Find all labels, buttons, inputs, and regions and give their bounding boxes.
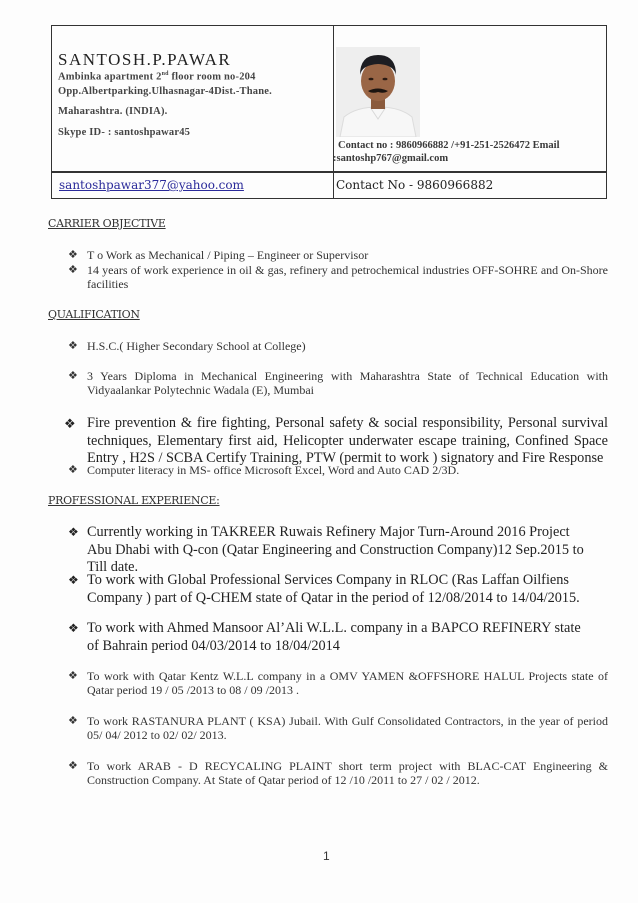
email-link[interactable]: santoshpawar377@yahoo.com <box>59 178 244 192</box>
bullet-diamond-icon: ❖ <box>68 249 78 261</box>
contact-phone-line: Contact no : 9860966882 /+91-251-2526472 Email <box>338 140 560 151</box>
bullet-diamond-icon: ❖ <box>68 464 78 476</box>
contact-number: Contact No - 9860966882 <box>336 178 494 192</box>
bullet-diamond-icon: ❖ <box>68 715 78 727</box>
qualification-item: ❖ Fire prevention & fire fighting, Personal safety & social responsibility, Personal survival techniques, Elementary first aid, Helicopter underwater escape training, Confined Space Entry , H2S / SCBA Certify Training, PTW (permit to work ) signatory and Fire Response <box>64 415 608 466</box>
email-cell <box>52 173 334 199</box>
experience-item: ❖ To work ARAB - D RECYCALING PLAINT short term project with BLAC-CAT Engineering & Construction Company. At State of Qatar period of 12 /10 /2011 to 27 / 02 / 2012. <box>68 759 608 787</box>
qualification-item: ❖ 3 Years Diploma in Mechanical Engineering with Maharashtra State of Technical Education with Vidyaalankar Polytechnic Wadala (E), Mumbai <box>68 369 608 397</box>
qualification-item: ❖ Computer literacy in MS- office Microsoft Excel, Word and Auto CAD 2/3D. <box>68 463 460 477</box>
objective-item: ❖ T o Work as Mechanical / Piping – Engineer or Supervisor <box>68 248 369 262</box>
objective-item: ❖ 14 years of work experience in oil & gas, refinery and petrochemical industries OFF-SOHRE and On-Shore facilities <box>68 263 608 291</box>
qualification-item: ❖ H.S.C.( Higher Secondary School at College) <box>68 339 306 353</box>
experience-item: ❖ To work with Qatar Kentz W.L.L company in a OMV YAMEN &OFFSHORE HALUL Projects state of Qatar period 19 / 05 /2013 to 08 / 09 /2013 . <box>68 669 608 697</box>
experience-item: ❖ Currently working in TAKREER Ruwais Refinery Major Turn-Around 2016 Project Abu Dhabi with Q-con (Qatar Engineering and Construction Company)12 Sep.2015 to Till date. <box>68 524 584 575</box>
person-photo-icon <box>336 47 420 137</box>
bullet-diamond-icon: ❖ <box>68 621 79 635</box>
profile-photo <box>336 47 420 137</box>
section-title-experience: PROFESSIONAL EXPERIENCE: <box>48 494 220 507</box>
section-title-objective: CARRIER OBJECTIVE <box>48 217 166 230</box>
experience-item: ❖ To work with Global Professional Services Company in RLOC (Ras Laffan Oilfiens Company ) part of Q-CHEM state of Qatar in the period of 12/08/2014 to 14/04/2015. <box>68 572 580 606</box>
address-line-1: Ambinka apartment 2nd floor room no-204 <box>58 71 256 83</box>
experience-item: ❖ To work with Ahmed Mansoor Al’Ali W.L.L. company in a BAPCO REFINERY state of Bahrain period 04/03/2014 to 18/04/2014 <box>68 620 581 654</box>
personal-info-cell <box>52 26 334 172</box>
contact-email-line: :santoshp767@gmail.com <box>333 153 449 164</box>
bullet-diamond-icon: ❖ <box>64 416 76 431</box>
bullet-diamond-icon: ❖ <box>68 264 78 276</box>
address-line-2: Opp.Albertparking.Ulhasnagar-4Dist.-Thane. <box>58 86 272 97</box>
section-title-qualification: QUALIFICATION <box>48 308 140 321</box>
bullet-diamond-icon: ❖ <box>68 670 78 682</box>
bullet-diamond-icon: ❖ <box>68 573 79 587</box>
photo-contact-cell <box>334 26 606 172</box>
page-number: 1 <box>323 849 330 863</box>
contact-no-cell <box>334 173 606 199</box>
address-line-3: Maharashtra. (INDIA). <box>58 106 168 117</box>
bullet-diamond-icon: ❖ <box>68 340 78 352</box>
experience-item: ❖ To work RASTANURA PLANT ( KSA) Jubail. With Gulf Consolidated Contractors, in the year of period 05/ 04/ 2012 to 02/ 02/ 2013. <box>68 714 608 742</box>
header-table <box>51 25 607 199</box>
bullet-diamond-icon: ❖ <box>68 525 79 539</box>
bullet-diamond-icon: ❖ <box>68 760 78 772</box>
candidate-name: SANTOSH.P.PAWAR <box>58 50 232 69</box>
skype-id: Skype ID- : santoshpawar45 <box>58 127 191 138</box>
bullet-diamond-icon: ❖ <box>68 370 78 382</box>
